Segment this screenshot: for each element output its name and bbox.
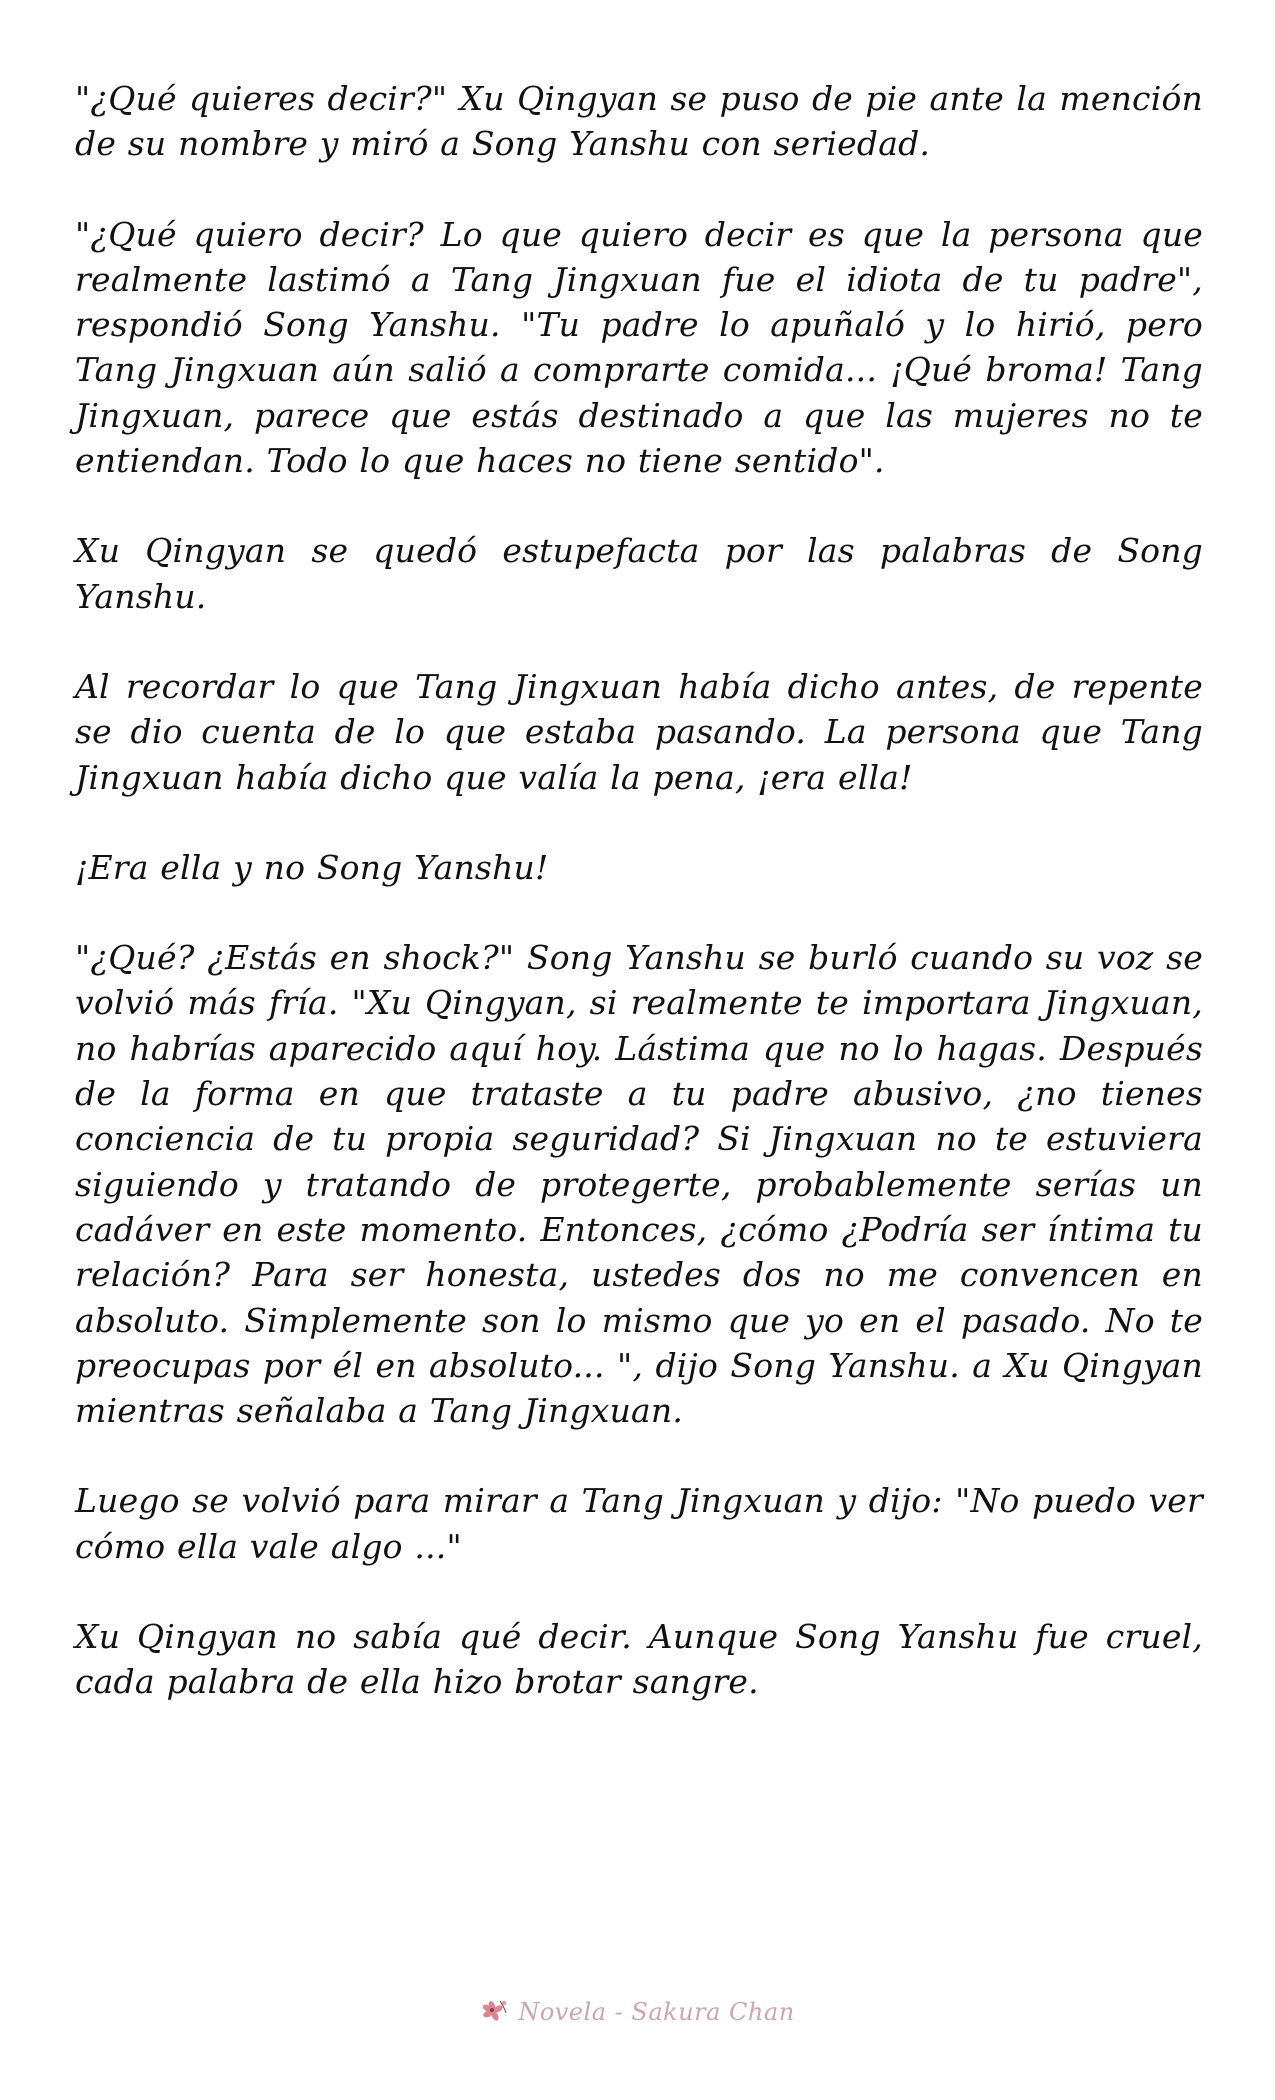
paragraph: Al recordar lo que Tang Jingxuan había dicho antes, de repente se dio cuenta de lo que estaba pasando. La persona que Tang Jingxuan había dicho que valía la pena, ¡era ella!	[75, 666, 1203, 797]
paragraph: Xu Qingyan se quedó estupefacta por las palabras de Song Yanshu.	[75, 531, 1203, 616]
paragraph: "¿Qué quiero decir? Lo que quiero decir es que la persona que realmente lastimó a Tang Jingxuan fue el idiota de tu padre", respondió Song Yanshu. "Tu padre lo apuñaló y lo hirió, pero Tang Jingxuan aún salió a comprarte comida... ¡Qué broma! Tang Jingxuan, parece que estás destinado a que las mujeres no te entiendan. Todo lo que haces no tiene sentido".	[75, 214, 1203, 481]
paragraph: Xu Qingyan no sabía qué decir. Aunque Song Yanshu fue cruel, cada palabra de ella hizo brotar sangre.	[75, 1617, 1203, 1702]
watermark-text: Novela - Sakura Chan	[518, 1998, 795, 2026]
paragraph: Luego se volvió para mirar a Tang Jingxuan y dijo: "No puedo ver cómo ella vale algo ..."	[75, 1481, 1203, 1566]
chapter-text	[75, 76, 1203, 1750]
paragraph: ¡Era ella y no Song Yanshu!	[75, 847, 549, 887]
watermark	[0, 1997, 1275, 2027]
paragraph: "¿Qué? ¿Estás en shock?" Song Yanshu se burló cuando su voz se volvió más fría. "Xu Qingyan, si realmente te importara Jingxuan, no habrías aparecido aquí hoy. Lástima que no lo hagas. Después de la forma en que trataste a tu padre abusivo, ¿no tienes conciencia de tu propia seguridad? Si Jingxuan no te estuviera siguiendo y tratando de protegerte, probablemente serías un cadáver en este momento. Entonces, ¿cómo ¿Podría ser íntima tu relación? Para ser honesta, ustedes dos no me convencen en absoluto. Simplemente son lo mismo que yo en el pasado. No te preocupas por él en absoluto... ", dijo Song Yanshu. a Xu Qingyan mientras señalaba a Tang Jingxuan.	[75, 938, 1203, 1431]
sakura-blossom-icon	[480, 1997, 510, 2027]
paragraph: "¿Qué quieres decir?" Xu Qingyan se puso de pie ante la mención de su nombre y miró a Song Yanshu con seriedad.	[75, 79, 1203, 164]
